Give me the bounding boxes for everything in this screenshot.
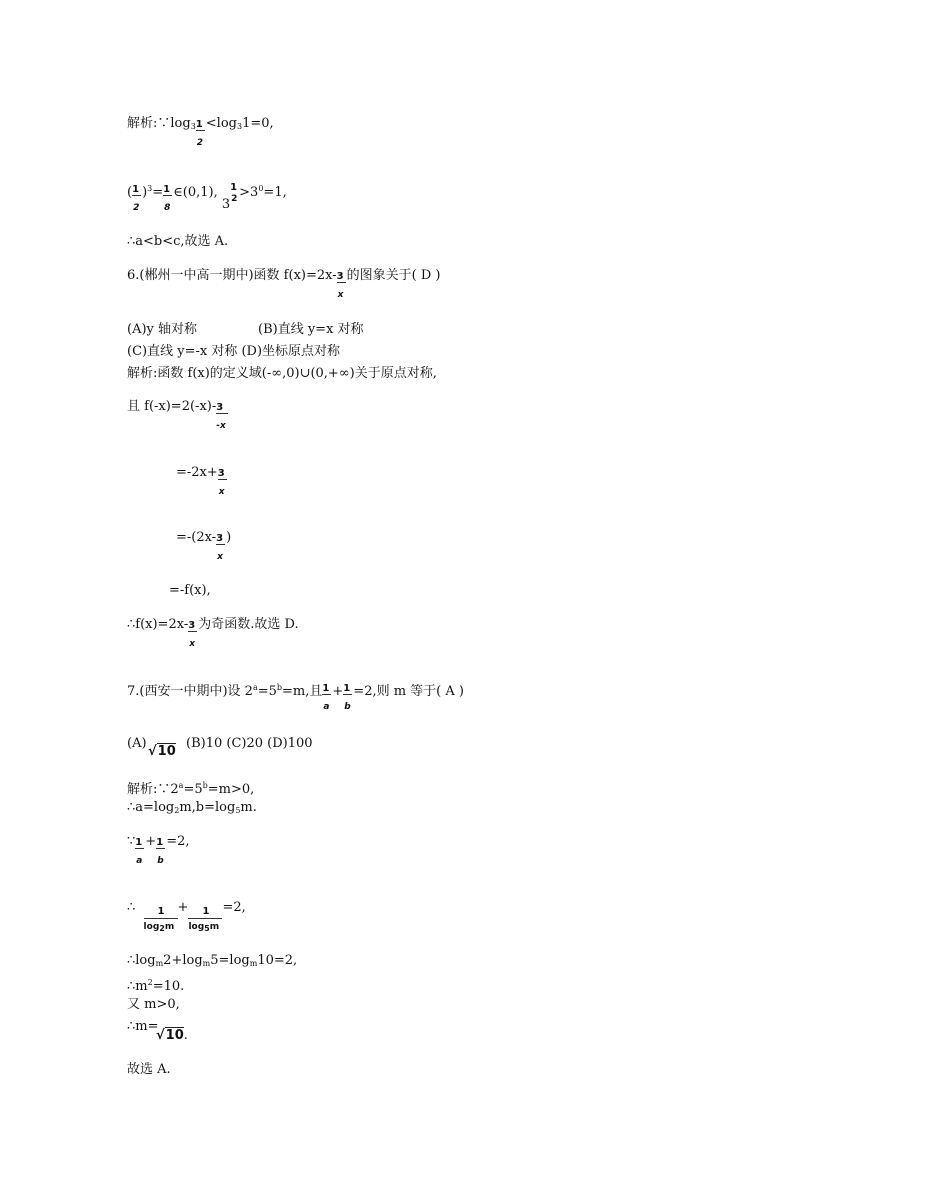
numerator: 3 [336,271,344,282]
text: 1=0, [242,116,274,131]
s1-line-1 [127,116,274,148]
denominator: b [157,856,164,866]
denominator: 2 [133,203,140,213]
q7-solution-7: 又 m>0, [127,997,180,1012]
numerator: 1 [202,906,210,917]
denominator: b [344,702,351,712]
denominator: -x [216,421,226,431]
denominator: a [323,702,330,712]
text: m,b=log [179,800,236,815]
q7-solution-3 [127,834,190,866]
text: + [145,834,157,849]
text: >3 [239,185,259,200]
fraction-bar [216,413,228,414]
q6-option-a: (A)y 轴对称 [127,322,198,337]
fraction [188,617,198,649]
q7-solution-1 [127,778,254,798]
denominator: a [136,856,143,866]
fraction-bar [218,479,227,480]
fraction-bar [343,694,352,695]
subscript: m [155,959,164,968]
superscript: b [276,683,283,692]
text: ∵ [127,834,136,849]
text: 6.(郴州一中高一期中)函数 f(x)=2x- [127,268,337,283]
text: =m,且 [282,684,323,699]
subscript: m [202,959,211,968]
denominator: 2 [196,138,204,148]
superscript: 2 [147,978,153,987]
text: =5 [257,684,277,699]
text: 的图象关于( D ) [346,268,441,283]
text: 解析:∵log [127,116,191,131]
text: =-2x+ [176,465,218,480]
denominator: x [218,487,225,497]
text: m. [240,800,257,815]
numerator: 1 [322,683,330,694]
text: 解析:∵2 [127,782,179,797]
paren: ) [142,185,148,200]
text: =m>0, [207,782,255,797]
s1-conclusion: ∴a<b<c,故选 A. [127,234,229,249]
denominator: log [143,922,160,932]
numerator: 1 [157,906,165,917]
denominator: x [337,290,344,300]
fraction [132,181,142,213]
text: m [209,922,220,932]
text: 为奇函数.故选 D. [198,617,299,632]
denominator: log [188,922,205,932]
q7-options-b-c-d: (B)10 (C)20 (D)100 [186,736,313,751]
fraction [216,530,226,562]
text: ∴f(x)=2x- [127,617,189,632]
fraction [343,680,353,712]
text: (A) [127,736,147,751]
text: 7.(西安一中期中)设 2 [127,684,253,699]
numerator: 1 [230,182,238,193]
superscript: a [252,683,258,692]
subscript: 3 [190,122,196,131]
s1-line-2 [127,181,287,213]
q7-solution-2 [127,800,257,819]
fraction-bar [156,848,165,849]
q7-solution-4 [127,900,246,933]
q6-stem [127,268,441,300]
fraction [195,116,206,148]
superscript: a [178,781,184,790]
text: = [152,185,164,200]
superscript: 3 [147,184,153,193]
q7-stem [127,680,464,712]
fraction-bar [188,631,197,632]
numerator: 1 [156,837,164,848]
numerator: 3 [188,620,196,631]
text: 2+log [163,953,203,968]
fraction [322,680,332,712]
subscript: 5 [235,806,241,815]
fraction [217,465,228,497]
text: =-(2x- [176,530,217,545]
subscript: 5 [204,924,210,933]
subscript: 2 [174,806,180,815]
fraction [336,268,347,300]
fraction-bar [337,282,346,283]
q6-options-c-d: (C)直线 y=-x 对称 (D)坐标原点对称 [127,344,341,359]
paren: ( [127,185,133,200]
text: ∈(0,1), [173,185,218,200]
subscript: m [249,959,258,968]
text: ∴m [127,979,148,994]
denominator: 2 [231,194,238,204]
text: =2,则 m 等于( A ) [353,684,464,699]
numerator: 3 [216,402,224,413]
text: ∴m= [127,1019,159,1034]
sqrt-10-answer: √10. [156,1028,188,1043]
q7-final-answer: 故选 A. [127,1062,171,1077]
fraction [216,399,228,431]
q6-solution-3 [176,465,228,497]
text: ∴log [127,953,156,968]
q6-solution-6 [127,617,299,649]
numerator: 3 [216,533,224,544]
denominator: x [217,552,223,562]
fraction [135,834,145,866]
numerator: 1 [343,683,351,694]
text: =10. [152,979,185,994]
superscript: 0 [258,184,264,193]
q6-solution-5: =-f(x), [169,583,211,598]
text: 且 f(-x)=2(-x)- [127,399,217,414]
text: 5=log [210,953,250,968]
fraction-bar [135,848,144,849]
q6-solution-2 [127,399,228,431]
numerator: 3 [217,468,225,479]
text: =2, [222,900,246,915]
denominator: x [189,639,196,649]
numerator: 1 [132,184,140,195]
q6-solution-1: 解析:函数 f(x)的定义域(-∞,0)∪(0,+∞)关于原点对称, [127,366,437,381]
numerator: 1 [163,184,171,195]
fraction [163,181,173,213]
q6-solution-4 [176,530,232,562]
numerator: 1 [195,119,203,130]
text: . [183,1028,188,1043]
text: =5 [183,782,203,797]
fraction [156,834,166,866]
denominator: 8 [164,203,171,213]
text: <log [205,116,237,131]
radicand: 10 [157,744,176,759]
q7-option-a [127,736,147,752]
text: ∴ [127,900,136,915]
fraction-bar [196,130,205,131]
q7-solution-6 [127,975,184,995]
text: =2, [166,834,190,849]
text: m [164,922,175,932]
text: 3 [221,197,231,212]
text: + [177,900,189,915]
numerator: 1 [135,837,143,848]
fraction-bar [163,195,172,196]
text: ∴a=log [127,800,175,815]
q7-solution-5 [127,953,297,972]
text: =1, [263,185,287,200]
text: + [332,684,344,699]
subscript: 3 [236,122,243,131]
radicand: 10 [165,1028,184,1043]
fraction-bar [132,195,141,196]
q6-option-b: (B)直线 y=x 对称 [258,322,364,337]
sqrt-10-option: √10 [148,744,176,759]
text: 10=2, [257,953,298,968]
superscript: b [202,781,208,790]
fraction-bar [216,544,225,545]
fraction [230,179,239,204]
fraction-bar [322,694,331,695]
subscript: 2 [159,924,165,933]
text: ) [226,530,232,545]
q7-solution-8 [127,1019,159,1035]
